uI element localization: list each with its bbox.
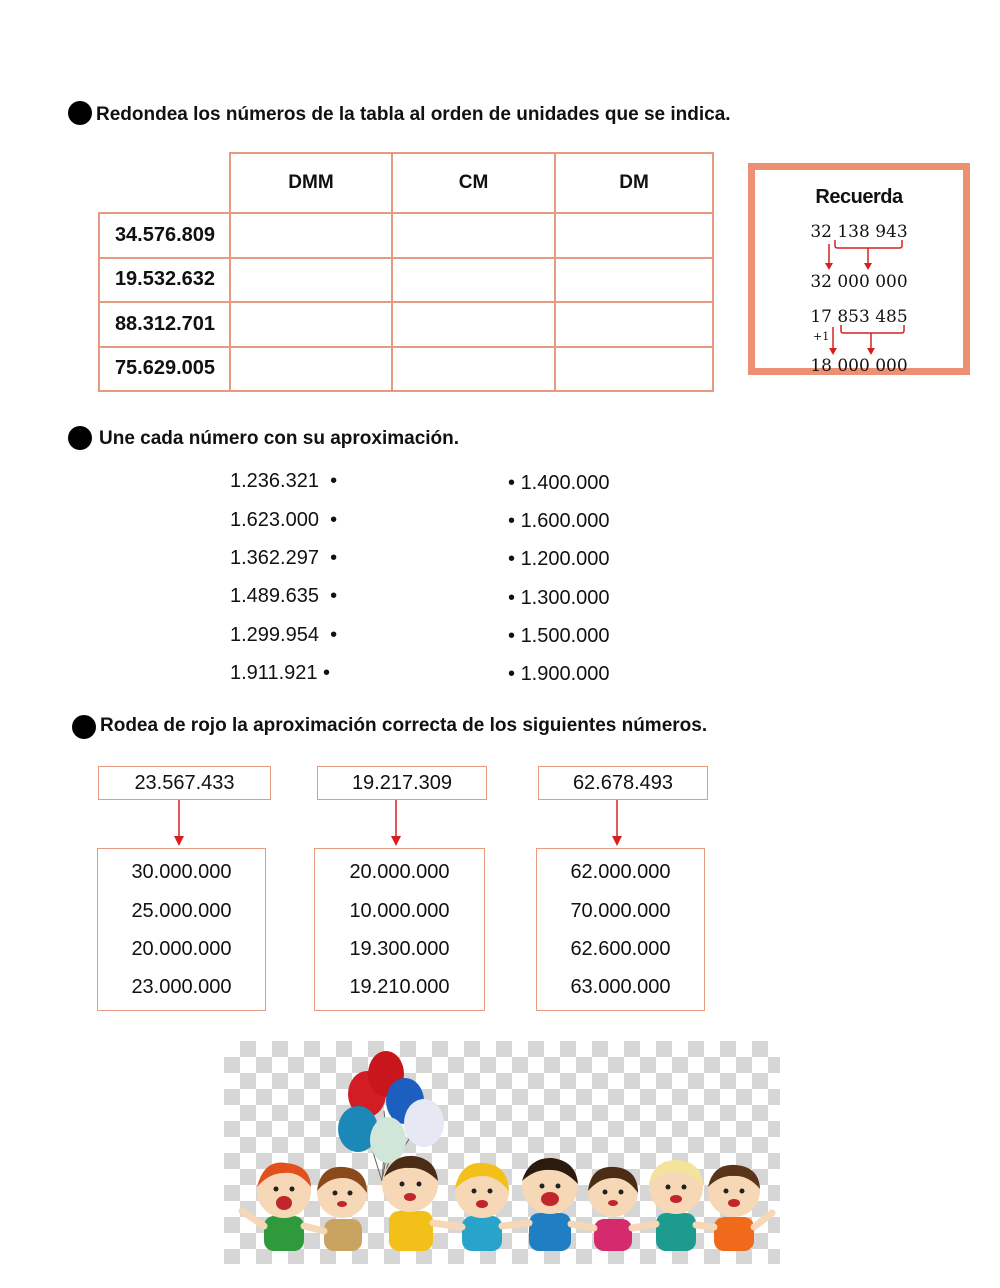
match-right-value: 1.900.000 — [520, 663, 610, 685]
section1-heading: Redondea los números de la tabla al orden de unidades que se indica. — [96, 104, 731, 125]
match-left-value: 1.299.954 — [230, 624, 319, 646]
option-value[interactable]: 23.000.000 — [131, 976, 232, 998]
option-value[interactable]: 20.000.000 — [131, 938, 232, 960]
match-right-value: 1.600.000 — [520, 510, 610, 532]
answer-cell[interactable] — [231, 214, 391, 257]
match-left-item[interactable]: 1.489.635 • — [230, 585, 338, 607]
match-right-value: 1.500.000 — [520, 625, 610, 647]
column-header-dm: DM — [619, 172, 649, 193]
section2-heading: Une cada número con su aproximación. — [99, 428, 460, 449]
kids-balloons-illustration — [224, 1041, 780, 1264]
arrow-down-icon — [389, 800, 403, 848]
answer-cell[interactable] — [556, 214, 712, 257]
match-left-item[interactable]: 1.362.297 • — [230, 547, 338, 569]
match-right-value: 1.300.000 — [520, 587, 610, 609]
answer-cell[interactable] — [393, 214, 554, 257]
option-value[interactable]: 10.000.000 — [349, 900, 450, 922]
example2-plus-one: +1 — [813, 330, 830, 343]
option-value[interactable]: 25.000.000 — [131, 900, 232, 922]
option-value[interactable]: 20.000.000 — [349, 861, 450, 883]
arrow-down-icon — [172, 800, 186, 848]
match-left-value: 1.489.635 — [230, 585, 319, 607]
answer-cell[interactable] — [393, 303, 554, 346]
option-value[interactable]: 63.000.000 — [570, 976, 671, 998]
options-box — [97, 848, 266, 1011]
match-left-value: 1.623.000 — [230, 509, 319, 531]
options-box — [314, 848, 485, 1011]
recuerda-title: Recuerda — [815, 186, 903, 208]
match-left-value: 1.362.297 — [230, 547, 319, 569]
example1-number: 32 138 943 — [810, 222, 908, 242]
option-value[interactable]: 70.000.000 — [570, 900, 671, 922]
column-header-dmm: DMM — [288, 172, 334, 193]
example1-result: 32 000 000 — [810, 272, 908, 292]
target-number-box: 23.567.433 — [98, 766, 271, 800]
bullet-icon — [68, 426, 92, 450]
row-number: 19.532.632 — [114, 268, 216, 290]
bullet-icon — [68, 101, 92, 125]
row-number: 34.576.809 — [114, 224, 216, 246]
match-right-item[interactable]: • 1.600.000 — [508, 510, 610, 532]
arrow-down-icon — [610, 800, 624, 848]
answer-cell[interactable] — [231, 348, 391, 390]
match-right-item[interactable]: • 1.400.000 — [508, 472, 610, 494]
match-right-item[interactable]: • 1.300.000 — [508, 587, 610, 609]
option-value[interactable]: 62.600.000 — [570, 938, 671, 960]
answer-cell[interactable] — [393, 348, 554, 390]
answer-cell[interactable] — [393, 259, 554, 301]
answer-cell[interactable] — [556, 348, 712, 390]
column-header-cm: CM — [458, 172, 489, 193]
match-left-value: 1.911.921 — [230, 662, 318, 684]
recuerda-box — [748, 163, 970, 375]
match-right-item[interactable]: • 1.200.000 — [508, 548, 610, 570]
match-right-item[interactable]: • 1.500.000 — [508, 625, 610, 647]
answer-cell[interactable] — [556, 259, 712, 301]
example1-arrows-icon — [755, 238, 963, 272]
row-number: 75.629.005 — [114, 357, 216, 379]
option-value[interactable]: 19.300.000 — [349, 938, 450, 960]
match-right-item[interactable]: • 1.900.000 — [508, 663, 610, 685]
answer-cell[interactable] — [556, 303, 712, 346]
options-box — [536, 848, 705, 1011]
match-left-item[interactable]: 1.299.954 • — [230, 624, 338, 646]
example2-number: 17 853 485 — [810, 307, 908, 327]
target-number-box: 19.217.309 — [317, 766, 487, 800]
row-number: 88.312.701 — [114, 313, 216, 335]
option-value[interactable]: 19.210.000 — [349, 976, 450, 998]
answer-cell[interactable] — [231, 259, 391, 301]
match-left-item[interactable]: 1.236.321 • — [230, 470, 338, 492]
example2-arrows-icon — [755, 323, 963, 357]
match-right-value: 1.400.000 — [520, 472, 610, 494]
option-value[interactable]: 30.000.000 — [131, 861, 232, 883]
bullet-icon — [72, 715, 96, 739]
section3-heading: Rodea de rojo la aproximación correcta de los siguientes números. — [100, 715, 708, 736]
option-value[interactable]: 62.000.000 — [570, 861, 671, 883]
match-left-item[interactable]: 1.911.921 • — [230, 662, 331, 684]
target-number-box: 62.678.493 — [538, 766, 708, 800]
match-right-value: 1.200.000 — [520, 548, 610, 570]
match-left-item[interactable]: 1.623.000 • — [230, 509, 338, 531]
kids-balloons-drawing — [224, 1041, 780, 1264]
match-left-value: 1.236.321 — [230, 470, 319, 492]
answer-cell[interactable] — [231, 303, 391, 346]
example2-result: 18 000 000 — [810, 356, 908, 376]
